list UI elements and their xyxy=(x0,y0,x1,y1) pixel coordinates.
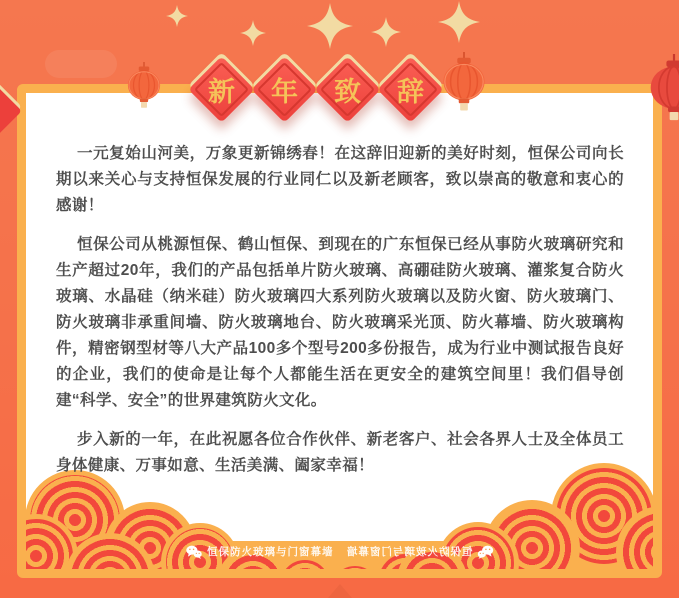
footer-brand xyxy=(186,544,334,559)
lantern-icon xyxy=(126,62,162,109)
lantern-icon xyxy=(441,52,487,111)
greeting-paragraph-3: 步入新的一年，在此祝愿各位合作伙伴、新老客户、社会各界人士及全体员工身体健康、万事如意、生活美满、阖家幸福！ xyxy=(56,431,624,474)
diamond-badge xyxy=(377,56,443,122)
wechat-icon xyxy=(186,545,202,559)
footer-brand-label-mirrored: 恒保防火玻璃与门窗幕墙 xyxy=(345,546,472,558)
greeting-card xyxy=(17,84,662,578)
wechat-icon xyxy=(477,545,493,559)
greeting-paragraph-2: 恒保公司从桃源恒保、鹤山恒保、到现在的广东恒保已经从事防火玻璃研究和生产超过20年，我们的产品包括单片防火玻璃、高硼硅防火玻璃、灌浆复合防火玻璃、水晶硅（纳米硅）防火玻璃四大系列防火玻璃以及防火窗、防火玻璃门、防火玻璃非承重间墙、防火玻璃地台、防火玻璃采光顶、防火幕墙、防火玻璃构件，精密钢型材等八大产品100多个型号200多份报告，成为行业中测试报告良好的企业，我们的使命是让每个人都能生活在更安全的建筑空间里！我们倡导创建“科学、安全”的世界建筑防火文化。 xyxy=(56,236,624,409)
title-char-3: 致 xyxy=(334,77,361,107)
background-glow xyxy=(45,50,117,78)
sparkle-icon xyxy=(166,5,188,27)
diamond-badge xyxy=(251,56,317,122)
sparkle-icon xyxy=(371,17,401,47)
title-char-2: 年 xyxy=(271,77,298,107)
diamond-badge xyxy=(188,56,254,122)
footer-brand-label: 恒保防火玻璃与门窗幕墙 xyxy=(207,546,334,558)
bottom-peak-decoration xyxy=(328,584,352,598)
footer xyxy=(26,544,653,559)
greeting-text xyxy=(26,93,653,492)
title-char-4: 辞 xyxy=(397,77,424,107)
sparkle-icon xyxy=(438,1,480,43)
page-title xyxy=(198,57,450,125)
sparkle-icon xyxy=(240,20,266,46)
title-char-1: 新 xyxy=(208,77,235,107)
footer-brand-mirrored xyxy=(346,544,494,559)
greeting-paragraph-1: 一元复始山河美，万象更新锦绣春！在这辞旧迎新的美好时刻，恒保公司向长期以来关心与支持恒保发展的行业同仁以及新老顾客，致以崇高的敬意和衷心的感谢！ xyxy=(56,145,624,214)
sparkle-icon xyxy=(307,3,353,49)
diamond-badge xyxy=(314,56,380,122)
